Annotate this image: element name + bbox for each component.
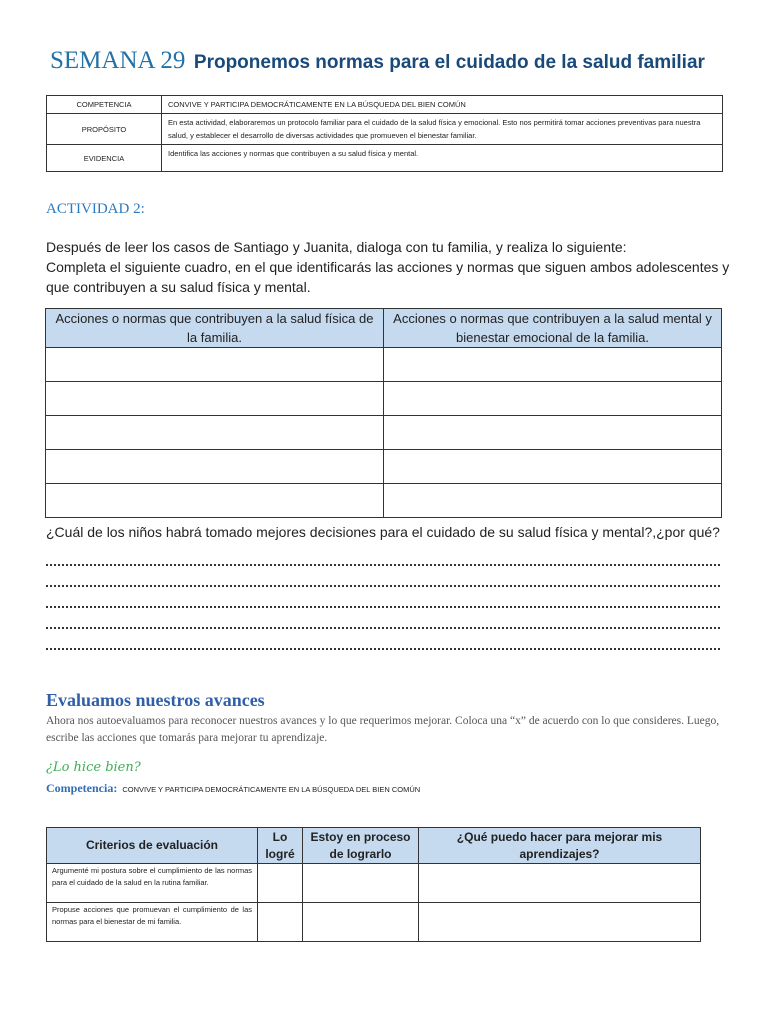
eval-header-in-progress: Estoy en proceso de lograrlo xyxy=(303,828,419,864)
info-row-proposito xyxy=(47,114,723,145)
answer-line[interactable] xyxy=(46,627,720,629)
actions-header-mental: Acciones o normas que contribuyen a la salud mental y bienestar emocional de la familia. xyxy=(384,309,722,348)
competency-label: Competencia: xyxy=(46,781,118,795)
evaluation-subtitle: ¿Lo hice bien? xyxy=(46,760,141,775)
table-row xyxy=(46,416,722,450)
activity-instruction-1: Después de leer los casos de Santiago y Juanita, dialoga con tu familia, y realiza lo siguiente: xyxy=(46,239,627,255)
activity-instruction-2: Completa el siguiente cuadro, en el que identificarás las acciones y normas que siguen ambos adolescentes y que contribuyen a su salud física y mental. xyxy=(46,259,730,295)
improve-cell[interactable] xyxy=(419,903,701,942)
competency-line xyxy=(46,781,420,796)
table-row xyxy=(46,348,722,382)
table-row xyxy=(46,484,722,518)
title-text: Proponemos normas para el cuidado de la salud familiar xyxy=(193,52,705,73)
competency-value: CONVIVE Y PARTICIPA DEMOCRÁTICAMENTE EN LA BÚSQUEDA DEL BIEN COMÚN xyxy=(122,785,421,794)
info-table xyxy=(46,95,723,172)
answer-line[interactable] xyxy=(46,564,720,566)
answer-line[interactable] xyxy=(46,585,720,587)
criterion-text: Argumenté mi postura sobre el cumplimiento de las normas para el cuidado de la salud en la rutina familiar. xyxy=(47,864,258,903)
answer-cell[interactable] xyxy=(384,382,722,416)
info-value: Identifica las acciones y normas que contribuyen a su salud física y mental. xyxy=(162,145,723,172)
page-title xyxy=(50,47,705,75)
evaluation-intro: Ahora nos autoevaluamos para reconocer nuestros avances y lo que requerimos mejorar. Coloca una “x” de acuerdo con lo que consideres. Luego, escribe las acciones que tomarás para mejorar tu aprendizaje. xyxy=(46,715,720,744)
evaluation-title: Evaluamos nuestros avances xyxy=(46,690,265,710)
answer-cell[interactable] xyxy=(384,416,722,450)
actions-header-physical: Acciones o normas que contribuyen a la salud física de la familia. xyxy=(46,309,384,348)
info-label: PROPÓSITO xyxy=(47,114,162,145)
eval-header-achieved: Lo logré xyxy=(258,828,303,864)
achieved-cell[interactable] xyxy=(258,864,303,903)
answer-cell[interactable] xyxy=(46,348,384,382)
answer-line[interactable] xyxy=(46,606,720,608)
eval-header-criteria: Criterios de evaluación xyxy=(47,828,258,864)
in-progress-cell[interactable] xyxy=(303,903,419,942)
answer-cell[interactable] xyxy=(46,416,384,450)
criterion-text: Propuse acciones que promuevan el cumplimiento de las normas para el bienestar de mi familia. xyxy=(47,903,258,942)
table-row xyxy=(46,382,722,416)
table-row xyxy=(47,903,701,942)
info-value: En esta actividad, elaboraremos un protocolo familiar para el cuidado de la salud física y emocional. Esto nos permitirá tomar acciones preventivas para nuestra salud, y establecer el desarrollo de diversas actividades que promueven el bienestar familiar. xyxy=(162,114,723,145)
table-row xyxy=(46,450,722,484)
activity-heading: ACTIVIDAD 2: xyxy=(46,201,145,217)
info-label: EVIDENCIA xyxy=(47,145,162,172)
answer-line[interactable] xyxy=(46,648,720,650)
answer-cell[interactable] xyxy=(384,484,722,518)
answer-cell[interactable] xyxy=(46,484,384,518)
evaluation-table xyxy=(46,827,701,942)
week-label: SEMANA 29 xyxy=(50,47,186,74)
info-label: COMPETENCIA xyxy=(47,96,162,114)
question-text: ¿Cuál de los niños habrá tomado mejores decisiones para el cuidado de su salud física y mental?,¿por qué? xyxy=(46,524,720,540)
answer-cell[interactable] xyxy=(46,450,384,484)
answer-cell[interactable] xyxy=(384,348,722,382)
eval-header-improve: ¿Qué puedo hacer para mejorar mis aprendizajes? xyxy=(419,828,701,864)
achieved-cell[interactable] xyxy=(258,903,303,942)
info-value: CONVIVE Y PARTICIPA DEMOCRÁTICAMENTE EN LA BÚSQUEDA DEL BIEN COMÚN xyxy=(162,96,723,114)
info-row-evidencia xyxy=(47,145,723,172)
answer-cell[interactable] xyxy=(46,382,384,416)
answer-cell[interactable] xyxy=(384,450,722,484)
improve-cell[interactable] xyxy=(419,864,701,903)
info-row-competencia xyxy=(47,96,723,114)
in-progress-cell[interactable] xyxy=(303,864,419,903)
table-row xyxy=(47,864,701,903)
actions-table xyxy=(45,308,722,518)
